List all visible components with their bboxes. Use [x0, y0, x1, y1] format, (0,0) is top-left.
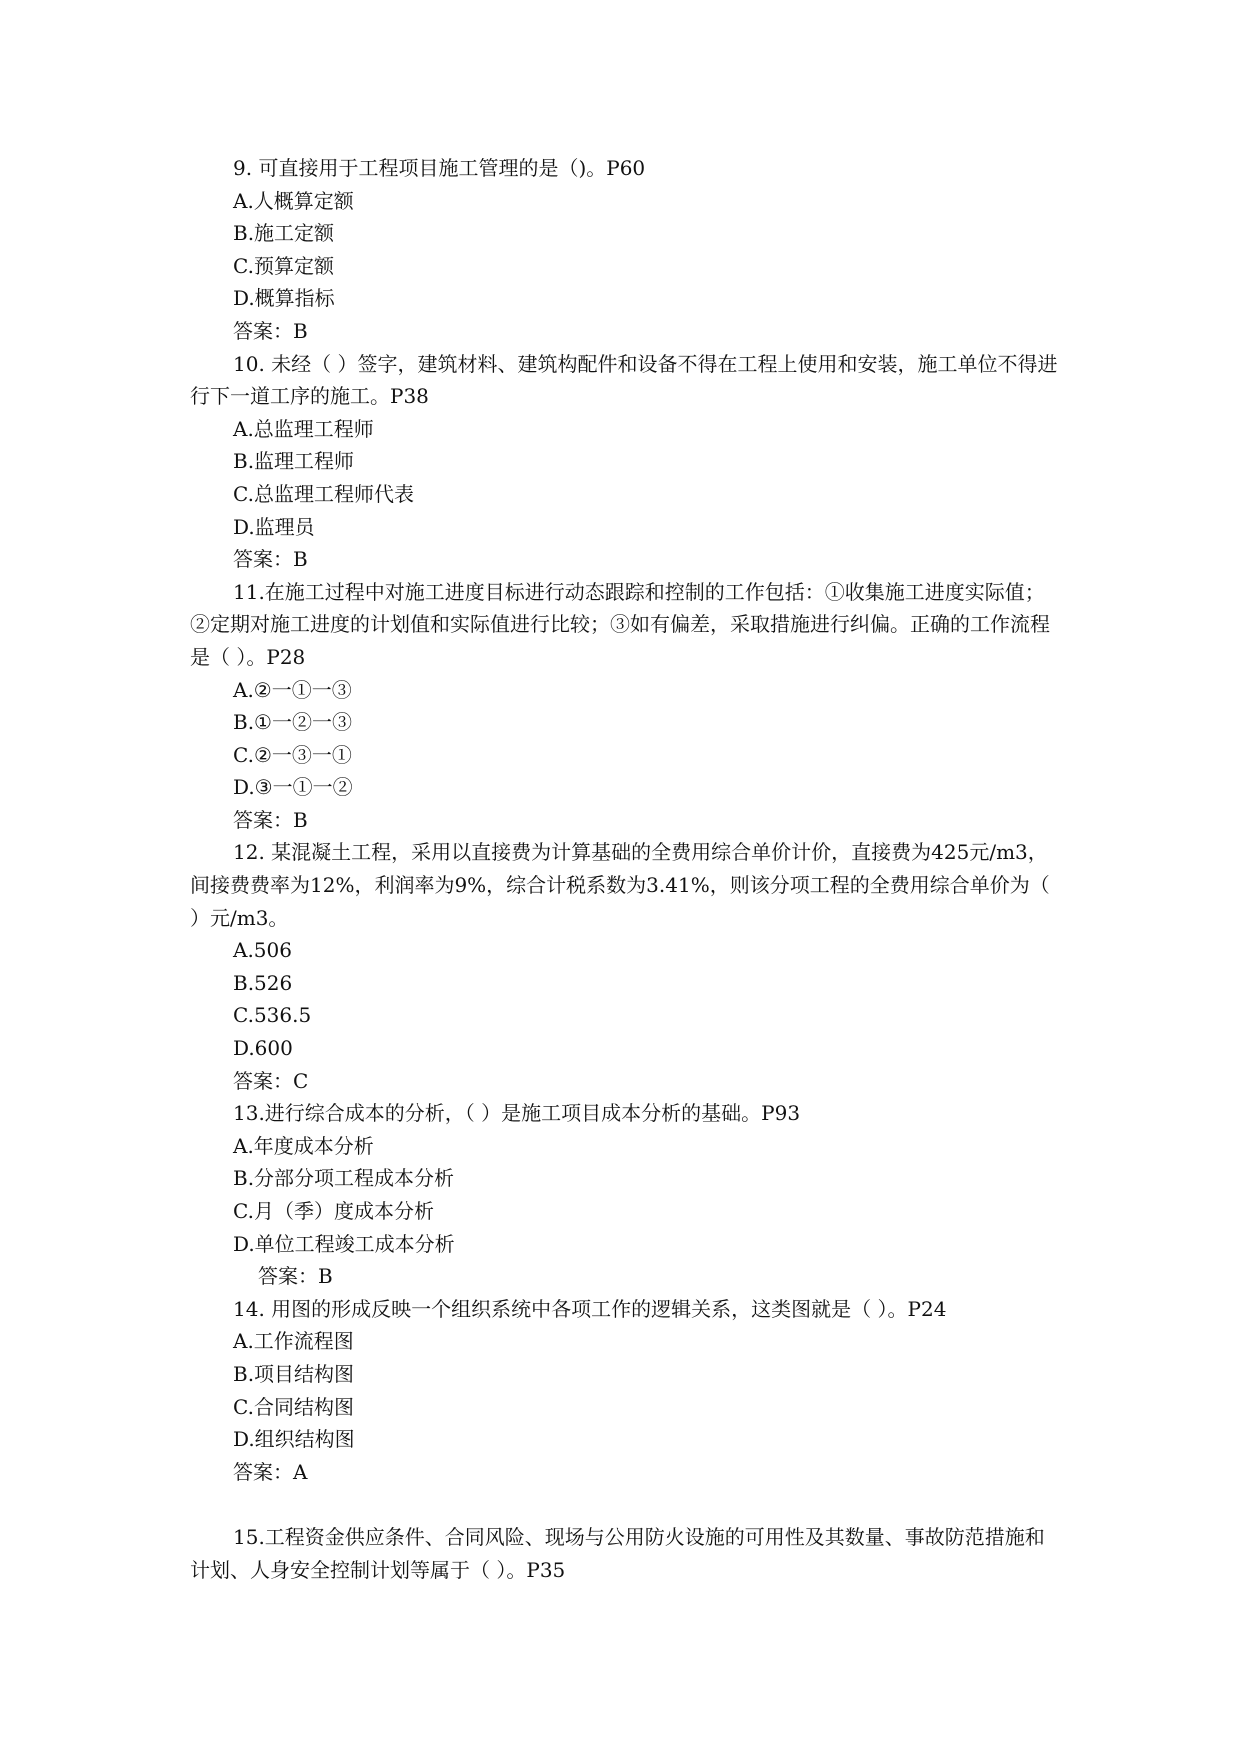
option-d: D.600: [233, 1036, 293, 1061]
option-a: A.②一①一③: [233, 677, 352, 702]
option-d: D.概算指标: [233, 286, 335, 311]
document-page: [190, 152, 1058, 1586]
option-d: D.监理员: [233, 514, 315, 539]
question-12: [190, 836, 1058, 1097]
question-11: [190, 576, 1058, 837]
question-stem: 13.进行综合成本的分析，（ ）是施工项目成本分析的基础。P93: [233, 1101, 801, 1126]
option-d: D.单位工程竣工成本分析: [233, 1231, 455, 1256]
option-a: A.人概算定额: [233, 188, 354, 213]
option-b: B.项目结构图: [233, 1361, 355, 1386]
question-15: [190, 1521, 1058, 1586]
question-stem: 14. 用图的形成反映一个组织系统中各项工作的逻辑关系，这类图就是（ ）。P24: [233, 1296, 947, 1321]
question-stem: 11.在施工过程中对施工进度目标进行动态跟踪和控制的工作包括：①收集施工进度实际值；②定期对施工进度的计划值和实际值进行比较；③如有偏差，采取措施进行纠偏。正确的工作流程是（ ）。P28: [190, 579, 1050, 669]
answer: 答案：A: [233, 1459, 308, 1484]
answer: 答案：B: [233, 547, 308, 572]
answer: 答案：B: [233, 807, 308, 832]
option-b: B.①一②一③: [233, 710, 352, 735]
question-stem: 9. 可直接用于工程项目施工管理的是（)。P60: [233, 156, 646, 180]
question-10: [190, 348, 1058, 576]
option-a: A.总监理工程师: [233, 416, 374, 441]
answer: 答案：C: [233, 1068, 309, 1093]
option-b: B.分部分项工程成本分析: [233, 1166, 455, 1191]
option-d: D.③一①一②: [233, 775, 353, 800]
option-c: C.合同结构图: [233, 1394, 354, 1419]
answer: 答案：B: [258, 1264, 333, 1289]
option-c: C.月（季）度成本分析: [233, 1199, 434, 1223]
question-14: [190, 1293, 1058, 1489]
question-stem: 12. 某混凝土工程，采用以直接费为计算基础的全费用综合单价计价，直接费为425元/m3，间接费费率为12%，利润率为9%，综合计税系数为3.41%，则该分项工程的全费用综合单价为（ ）元/m3。: [190, 840, 1050, 930]
option-a: A.506: [233, 938, 292, 963]
question-stem: 15.工程资金供应条件、合同风险、现场与公用防火设施的可用性及其数量、事故防范措施和计划、人身安全控制计划等属于（ ）。P35: [190, 1524, 1045, 1582]
question-9: [190, 152, 1058, 348]
option-c: C.总监理工程师代表: [233, 481, 414, 506]
option-c: C.预算定额: [233, 253, 334, 278]
question-stem: 10. 未经（ ）签字，建筑材料、建筑构配件和设备不得在工程上使用和安装，施工单位不得进行下一道工序的施工。P38: [190, 351, 1058, 409]
option-a: A.年度成本分析: [233, 1133, 374, 1158]
option-b: B.施工定额: [233, 221, 335, 246]
question-13: [190, 1097, 1058, 1293]
option-a: A.工作流程图: [233, 1329, 354, 1354]
answer: 答案：B: [233, 318, 308, 343]
option-d: D.组织结构图: [233, 1427, 355, 1452]
option-b: B.526: [233, 970, 293, 995]
paragraph-gap: [190, 1488, 1058, 1521]
option-c: C.536.5: [233, 1003, 312, 1028]
option-c: C.②一③一①: [233, 742, 352, 767]
option-b: B.监理工程师: [233, 449, 355, 474]
